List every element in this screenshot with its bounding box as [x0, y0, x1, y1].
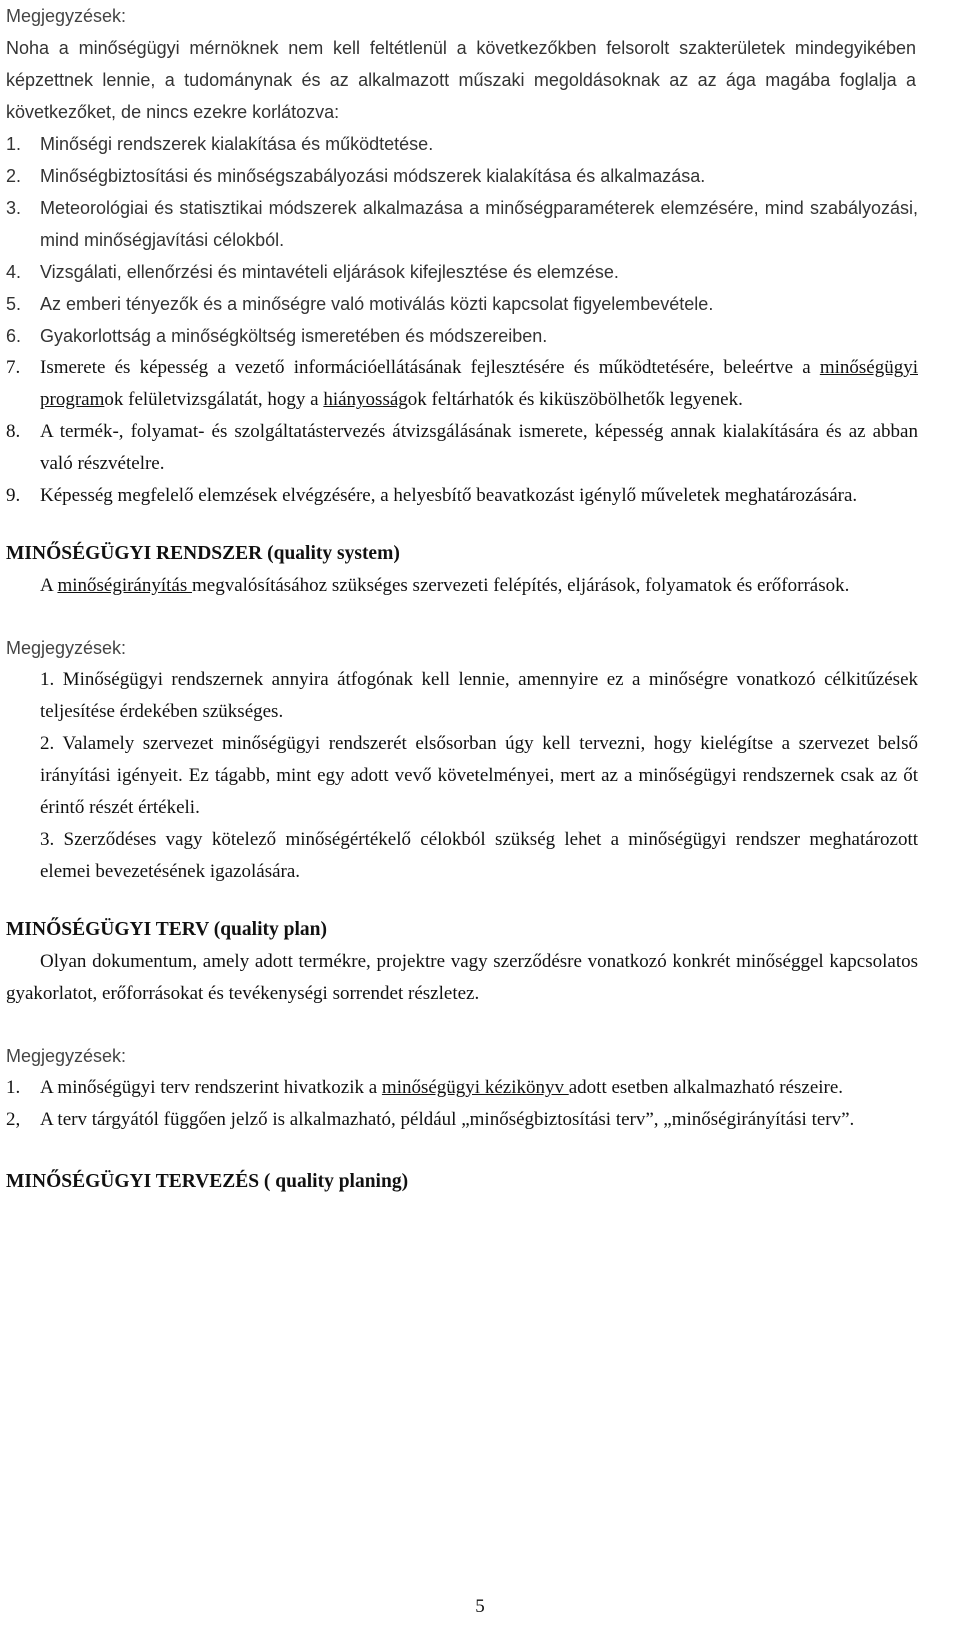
- engineer-skills-list: [6, 128, 918, 352]
- notes-label: Megjegyzések:: [6, 6, 127, 26]
- engineer-skills-list-continued: [6, 352, 918, 512]
- list-item: 9. Képesség megfelelő elemzések elvégzésére, a helyesbítő beavatkozást igénylő műveletek meghatározására.: [6, 485, 858, 506]
- section-heading-quality-system: MINŐSÉGÜGYI RENDSZER (quality system): [6, 543, 400, 564]
- quality-system-notes: [6, 664, 918, 888]
- list-item: 2, A terv tárgyától függően jelző is alkalmazható, például „minőségbiztosítási terv”, „minőségirányítási terv”.: [6, 1109, 855, 1130]
- notes-label: Megjegyzések:: [6, 1046, 127, 1066]
- notes-intro-paragraph: Noha a minőségügyi mérnöknek nem kell feltétlenül a következőkben felsorolt szakterületek mindegyikében képzettnek lennie, a tudománynak és az alkalmazott műszaki megoldásoknak az az ága magába foglalja a következőket, de nincs ezekre korlátozva:: [6, 38, 916, 122]
- section-heading-quality-plan: MINŐSÉGÜGYI TERV (quality plan): [6, 919, 327, 940]
- list-item: 2. Valamely szervezet minőségügyi rendszerét elsősorban úgy kell tervezni, hogy kielégítse a szervezet belső irányítási igényeit. Ez tágabb, mint egy adott vevő követelményei, mert az a minőségügyi rendszernek csak az őt érintő részét értékeli.: [40, 733, 918, 818]
- list-item: 1. Minőségügyi rendszernek annyira átfogónak kell lennie, amennyire ez a minőségre vonatkozó célkitűzések teljesítése érdekében szükséges.: [40, 669, 918, 722]
- list-item: 6. Gyakorlottság a minőségköltség ismeretében és módszereiben.: [6, 326, 548, 346]
- list-item: 3. Szerződéses vagy kötelező minőségértékelő célokból szükség lehet a minőségügyi rendszer meghatározott elemei bevezetésének igazolására.: [40, 829, 918, 882]
- quality-plan-definition: Olyan dokumentum, amely adott termékre, projektre vagy szerződésre vonatkozó konkrét minőséggel kapcsolatos gyakorlatot, erőforrásokat és tevékenységi sorrendet részletez.: [6, 951, 918, 1004]
- list-item: 4. Vizsgálati, ellenőrzési és mintavételi eljárások kifejlesztése és elemzése.: [6, 262, 619, 282]
- section-heading-quality-planning: MINŐSÉGÜGYI TERVEZÉS ( quality planing): [6, 1171, 409, 1192]
- list-item: 1. Minőségi rendszerek kialakítása és működtetése.: [6, 134, 434, 154]
- list-item: 5. Az emberi tényezők és a minőségre való motiválás közti kapcsolat figyelembevétele.: [6, 294, 714, 314]
- quality-system-definition: A minőségirányítás megvalósításához szükséges szervezeti felépítés, eljárások, folyamatok és erőforrások.: [40, 575, 850, 596]
- page-number: 5: [475, 1596, 485, 1617]
- quality-plan-notes: [6, 1072, 918, 1136]
- list-item: 7. Ismerete és képesség a vezető információellátásának fejlesztésére és működtetésére, beleértve a minőségügyi programok felületvizsgálatát, hogy a hiányosságok feltárhatók és kiküszöbölhetők legyenek.: [6, 357, 918, 410]
- list-item: 8. A termék-, folyamat- és szolgáltatástervezés átvizsgálásának ismerete, képesség annak kialakítására és az abban való részvételre.: [6, 421, 918, 474]
- list-item: 3. Meteorológiai és statisztikai módszerek alkalmazása a minőségparaméterek elemzésére, mind szabályozási, mind minőségjavítási célokból.: [6, 198, 918, 250]
- list-item: 1. A minőségügyi terv rendszerint hivatkozik a minőségügyi kézikönyv adott esetben alkalmazható részeire.: [6, 1077, 844, 1098]
- list-item: 2. Minőségbiztosítási és minőségszabályozási módszerek kialakítása és alkalmazása.: [6, 166, 706, 186]
- notes-label: Megjegyzések:: [6, 638, 127, 658]
